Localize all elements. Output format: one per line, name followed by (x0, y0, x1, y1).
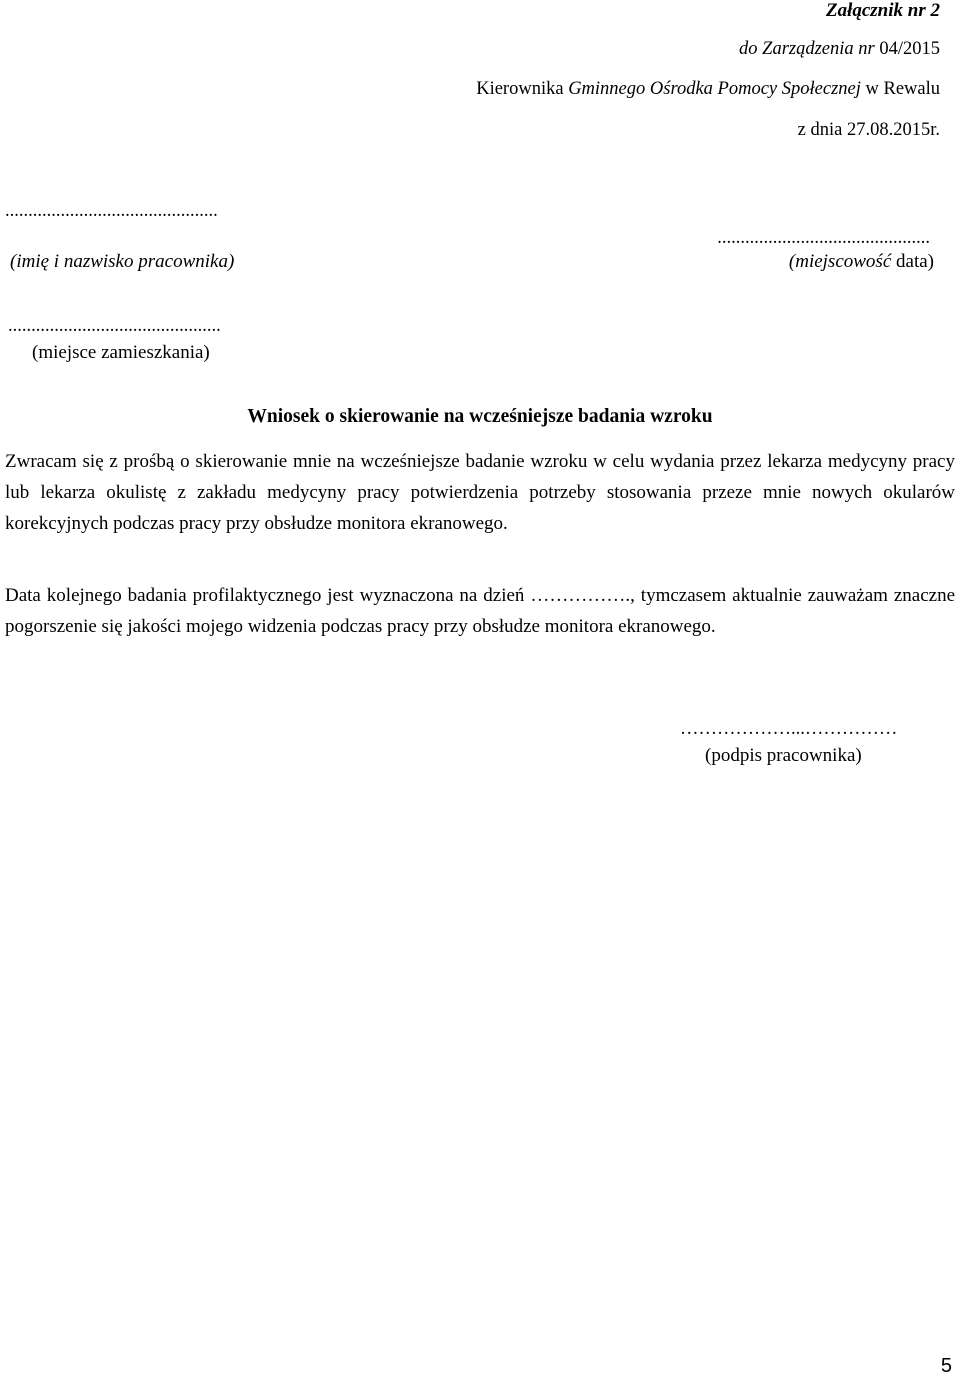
annex-regulation-number: 04/2015 (874, 39, 940, 59)
address-label: (miejsce zamieszkania) (32, 342, 210, 363)
annex-regulation-text: do Zarządzenia nr (739, 39, 875, 59)
annex-issuer-line (476, 78, 940, 100)
annex-date-line: z dnia 27.08.2015r. (797, 120, 940, 140)
place-date-label (789, 251, 934, 273)
annex-regulation-line (739, 38, 940, 60)
annex-title: Załącznik nr 2 (825, 0, 940, 21)
address-dots: .............................................. (8, 316, 221, 336)
page-number: 5 (940, 1355, 952, 1377)
annex-issuer-suffix: w Rewalu (860, 79, 940, 99)
annex-issuer-prefix: Kierownika (476, 79, 569, 99)
signature-label: (podpis pracownika) (705, 745, 862, 766)
signature-dots: ………………...…………… (680, 719, 898, 739)
employee-name-dots: .............................................. (5, 201, 218, 221)
place-date-dots: .............................................. (717, 228, 930, 248)
request-paragraph: Zwracam się z prośbą o skierowanie mnie na wcześniejsze badanie wzroku w celu wydania przez lekarza medycyny pracy lub lekarza okulistę z zakładu medycyny pracy potwierdzenia potrzeby stosowania przeze mnie nowych okularów korekcyjnych podczas pracy przy obsłudze monitora ekranowego. (5, 451, 955, 534)
place-date-label-place: (miejscowość (788, 251, 892, 272)
exam-date-paragraph: Data kolejnego badania profilaktycznego jest wyznaczona na dzień ……………., tymczasem aktualnie zauważam znaczne pogorszenie się jakości mojego widzenia podczas pracy przy obsłudze monitora ekranowego. (5, 585, 955, 637)
annex-issuer-institution: Gminnego Ośrodka Pomocy Społecznej (568, 79, 861, 99)
document-title: Wniosek o skierowanie na wcześniejsze badania wzroku (247, 406, 713, 427)
place-date-label-date: data) (891, 251, 934, 272)
employee-name-label: (imię i nazwisko pracownika) (10, 251, 235, 272)
